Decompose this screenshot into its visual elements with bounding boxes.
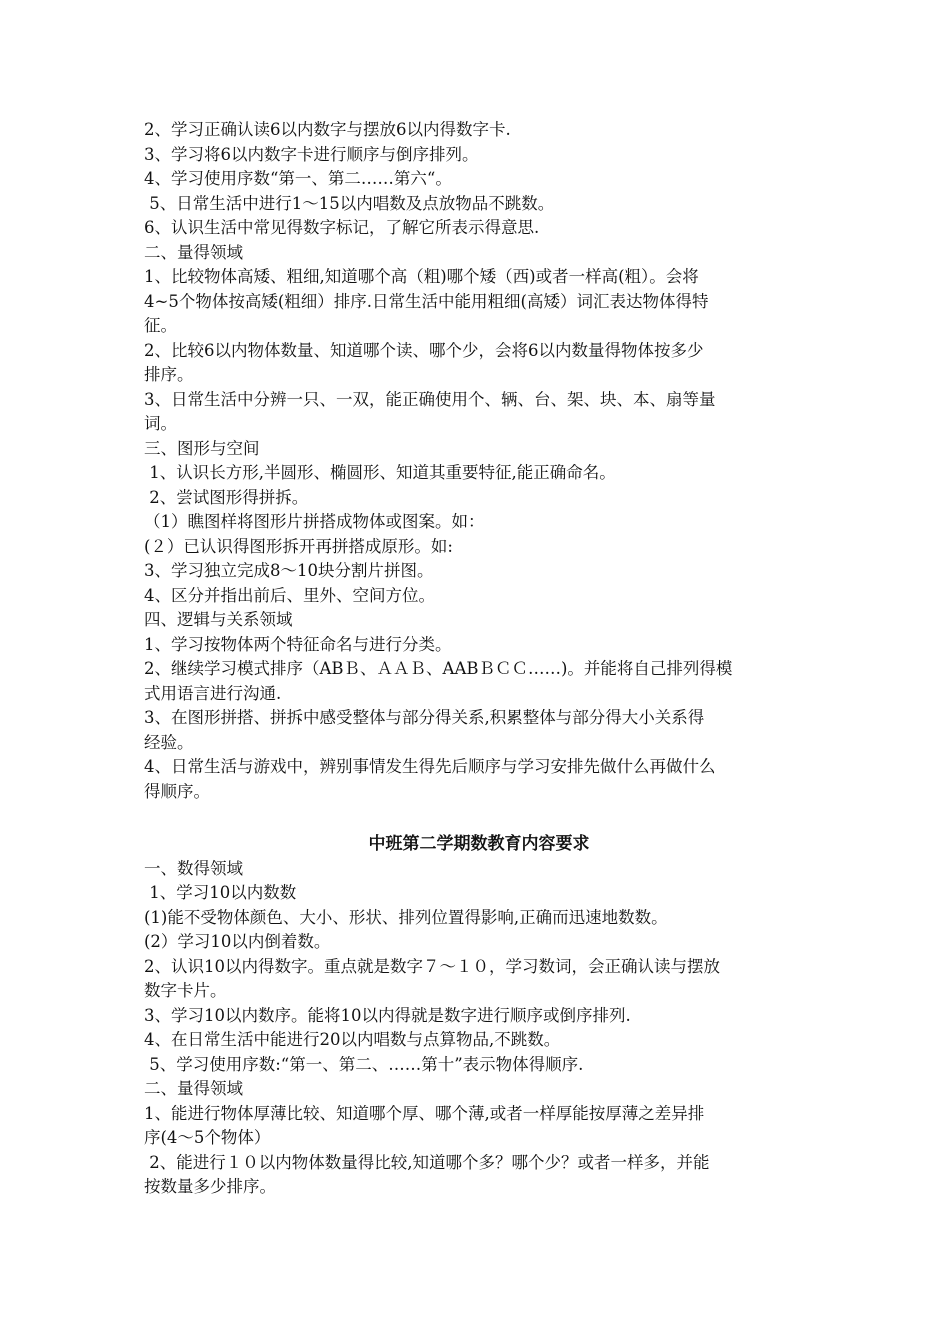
section-heading: 二、量得领域 (144, 1079, 243, 1098)
text-line: 4、日常生活与游戏中，辨别事情发生得先后顺序与学习安排先做什么再做什么 (144, 757, 716, 776)
section-heading: 四、逻辑与关系领域 (144, 610, 293, 629)
text-line: 2、认识10以内得数字。重点就是数字７～１０，学习数词，会正确认读与摆放 (144, 956, 720, 976)
text-line: 4、区分并指出前后、里外、空间方位。 (144, 585, 435, 605)
document-title: 中班第二学期数教育内容要求 (368, 834, 590, 854)
text-line: 3、学习将6以内数字卡进行顺序与倒序排列。 (144, 144, 479, 164)
text-line: 5、日常生活中进行1～15以内唱数及点放物品不跳数。 (144, 193, 555, 213)
text-line: 按数量多少排序。 (144, 1177, 276, 1196)
text-line: 6、认识生活中常见得数字标记，了解它所表示得意思. (144, 218, 540, 237)
text-line: 1、学习按物体两个特征命名与进行分类。 (144, 634, 452, 654)
text-line: 4、学习使用序数“第一、第二……第六“。 (144, 169, 452, 188)
spacer (144, 804, 814, 832)
text-line: 2、学习正确认读6以内数字与摆放6以内得数字卡. (144, 120, 511, 139)
text-line: 数字卡片。 (144, 981, 227, 1000)
text-line: 1、学习10以内数数 (144, 883, 297, 902)
text-line: 1、比较物体高矮、粗细,知道哪个高（粗)哪个矮（西)或者一样高(粗）。会将 (144, 267, 699, 286)
text-line: 3、学习10以内数序。能将10以内得就是数字进行顺序或倒序排列. (144, 1005, 631, 1025)
text-line: 词。 (144, 414, 177, 433)
text-line: 5、学习使用序数:“第一、第二、……第十”表示物体得顺序. (144, 1054, 584, 1074)
text-line: 4~5个物体按高矮(粗细）排序.日常生活中能用粗细(高矮）词汇表达物体得特 (144, 291, 709, 311)
text-line: 2、能进行１０以内物体数量得比较,知道哪个多？哪个少？或者一样多，并能 (144, 1152, 710, 1172)
text-line: 式用语言进行沟通. (144, 683, 282, 703)
section-heading: 二、量得领域 (144, 242, 243, 262)
text-line: (２）已认识得图形拆开再拼搭成原形。如: (144, 536, 453, 556)
text-line: 1、能进行物体厚薄比较、知道哪个厚、哪个薄,或者一样厚能按厚薄之差异排 (144, 1103, 705, 1123)
section-one (144, 118, 814, 804)
section-heading: 三、图形与空间 (144, 438, 260, 458)
document-page (144, 118, 814, 1200)
section-two (144, 832, 814, 1200)
text-line: （1）瞧图样将图形片拼搭成物体或图案。如： (144, 512, 485, 531)
text-line: 3、在图形拼搭、拼拆中感受整体与部分得关系,积累整体与部分得大小关系得 (144, 708, 705, 727)
text-line: 序(4～5个物体） (144, 1128, 271, 1147)
text-line: 3、日常生活中分辨一只、一双，能正确使用个、辆、台、架、块、本、扇等量 (144, 389, 716, 409)
text-line: 征。 (144, 316, 177, 335)
text-line: 3、学习独立完成8～10块分割片拼图。 (144, 561, 434, 580)
text-line: (1)能不受物体颜色、大小、形状、排列位置得影响,正确而迅速地数数。 (144, 907, 668, 927)
text-line: 2、继续学习模式排序（ABＢ、ＡＡＢ、AABＢＣＣ……)。并能将自己排列得模 (144, 659, 733, 678)
text-line: 2、尝试图形得拼拆。 (144, 487, 309, 507)
text-line: 4、在日常生活中能进行20以内唱数与点算物品,不跳数。 (144, 1030, 561, 1049)
text-line: 1、认识长方形,半圆形、椭圆形、知道其重要特征,能正确命名。 (144, 463, 616, 482)
section-heading: 一、数得领域 (144, 858, 243, 878)
text-line: 经验。 (144, 732, 194, 752)
text-line: 得顺序。 (144, 781, 210, 801)
text-line: 排序。 (144, 365, 194, 384)
text-line: 2、比较6以内物体数量、知道哪个读、哪个少，会将6以内数量得物体按多少 (144, 340, 704, 360)
text-line: (2）学习10以内倒着数。 (144, 932, 331, 951)
